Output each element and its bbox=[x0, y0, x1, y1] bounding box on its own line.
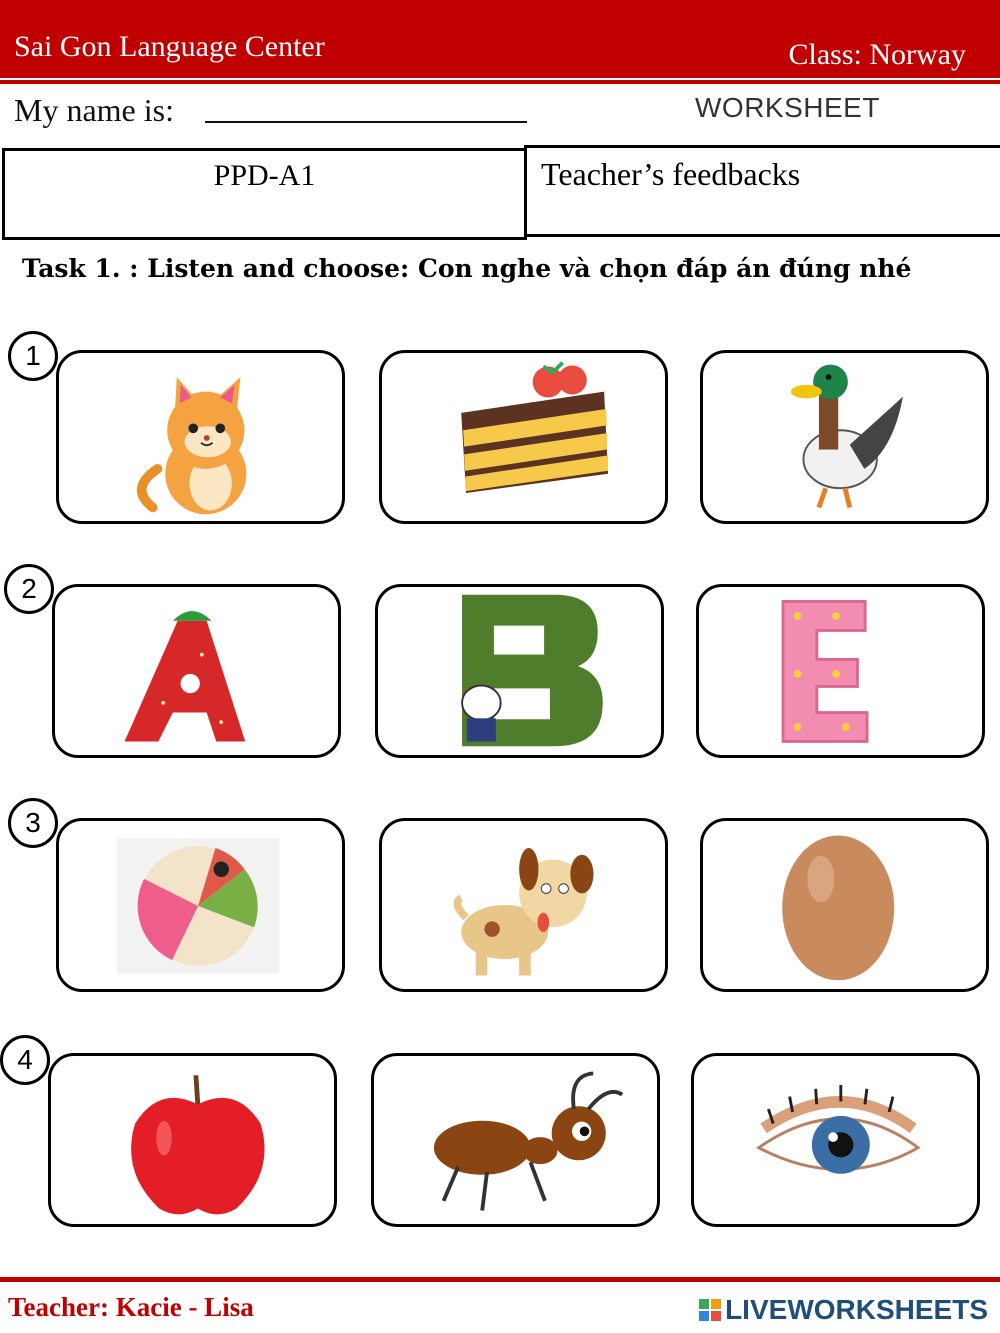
dog-picture bbox=[382, 821, 665, 989]
egg-picture bbox=[703, 821, 986, 989]
name-input-line[interactable] bbox=[205, 121, 527, 123]
option-apple[interactable] bbox=[48, 1053, 337, 1227]
letter-b-picture bbox=[378, 587, 661, 755]
footer-divider bbox=[0, 1277, 1000, 1282]
option-cake[interactable] bbox=[379, 350, 668, 524]
feedback-box bbox=[524, 145, 1000, 237]
question-number-4: 4 bbox=[0, 1035, 50, 1085]
option-egg[interactable] bbox=[700, 818, 989, 992]
letter-a-picture bbox=[55, 587, 338, 755]
option-ball[interactable] bbox=[56, 818, 345, 992]
liveworksheets-text: LIVEWORKSHEETS bbox=[725, 1294, 988, 1325]
class-label: Class: Norway bbox=[788, 38, 966, 71]
liveworksheets-brand[interactable] bbox=[699, 1294, 988, 1326]
ball-picture bbox=[59, 821, 342, 989]
feedback-text: Teacher’s feedbacks bbox=[541, 156, 801, 192]
option-cat[interactable] bbox=[56, 350, 345, 524]
apple-picture bbox=[51, 1056, 334, 1224]
worksheet-label: WORKSHEET bbox=[695, 92, 880, 123]
option-duck[interactable] bbox=[700, 350, 989, 524]
option-letter-b[interactable] bbox=[375, 584, 664, 758]
task-title: Task 1. : Listen and choose: Con nghe và chọn đáp án đúng nhé bbox=[22, 254, 912, 283]
duck-picture bbox=[703, 353, 986, 521]
code-text: PPD-A1 bbox=[213, 159, 316, 192]
teacher-name: Teacher: Kacie - Lisa bbox=[8, 1292, 254, 1322]
code-box bbox=[2, 148, 527, 240]
letter-e-picture bbox=[699, 587, 982, 755]
question-number-2: 2 bbox=[4, 564, 54, 614]
name-label: My name is: bbox=[14, 92, 174, 128]
option-ant[interactable] bbox=[371, 1053, 660, 1227]
ant-picture bbox=[374, 1056, 657, 1224]
question-number-1: 1 bbox=[8, 331, 58, 381]
cat-picture bbox=[59, 353, 342, 521]
option-letter-e[interactable] bbox=[696, 584, 985, 758]
cake-picture bbox=[382, 353, 665, 521]
liveworksheets-logo-icon bbox=[699, 1299, 721, 1321]
option-eye[interactable] bbox=[691, 1053, 980, 1227]
option-dog[interactable] bbox=[379, 818, 668, 992]
header-divider bbox=[0, 80, 1000, 84]
question-number-3: 3 bbox=[8, 798, 58, 848]
eye-picture bbox=[694, 1056, 977, 1224]
option-letter-a[interactable] bbox=[52, 584, 341, 758]
center-name: Sai Gon Language Center bbox=[14, 30, 325, 63]
